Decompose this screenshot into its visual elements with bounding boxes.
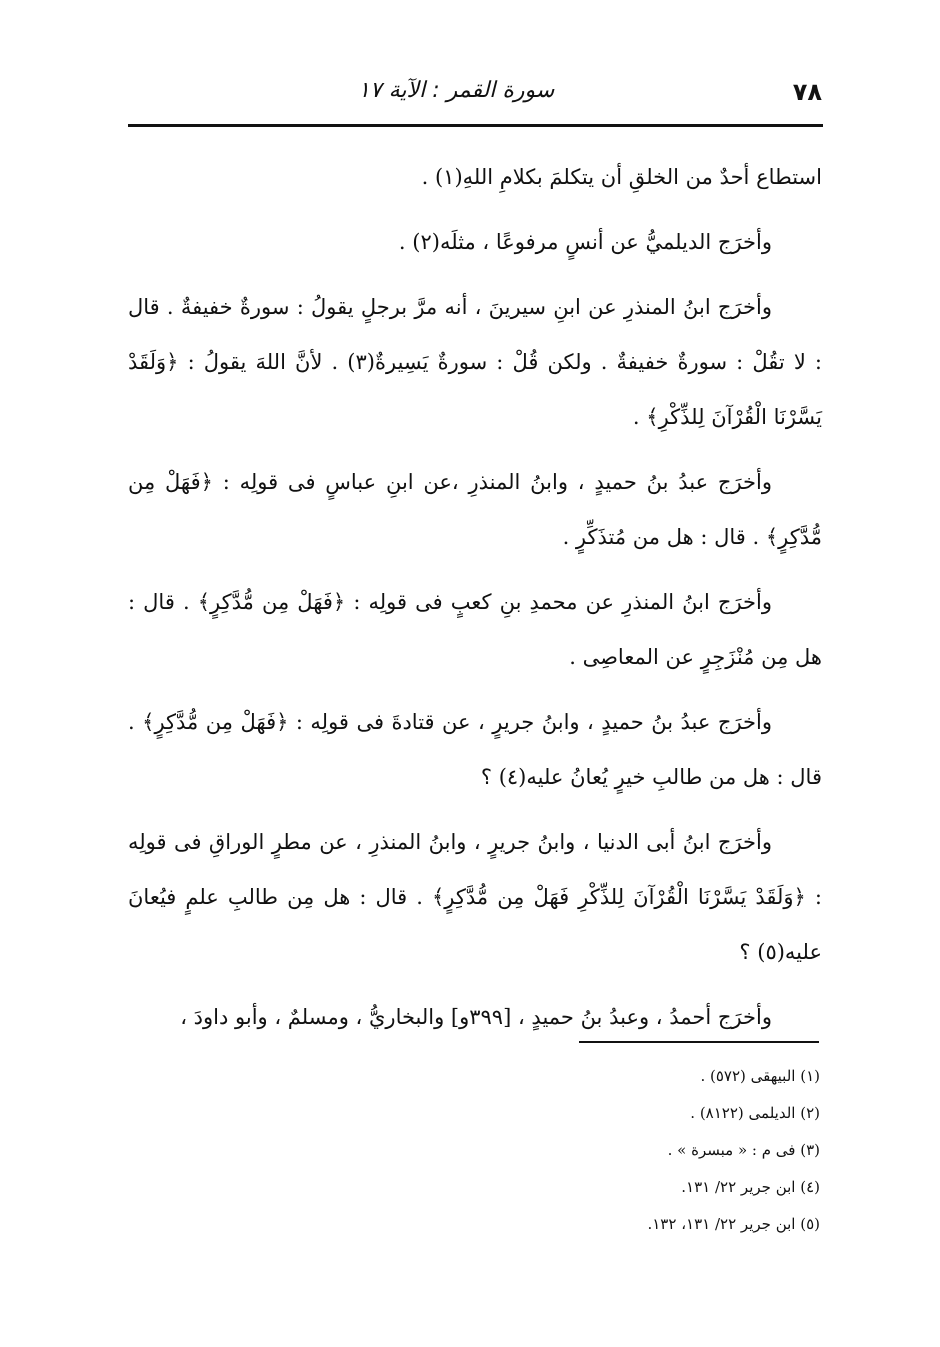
paragraph-3: وأخرَج ابنُ المنذرِ عن ابنِ سيرينَ ، أنه مرَّ برجلٍ يقولُ : سورةٌ خفيفةٌ . قال : لا تقُلْ : سورةٌ خفيفةٌ . ولكن قُلْ : سورةٌ يَسِيرةٌ(٣) . لأنَّ اللهَ يقولُ : ﴿وَلَقَدْ يَسَّرْنَا الْقُرْآنَ لِلذِّكْرِ﴾ . <box>128 295 822 429</box>
footnote-2: (٢) الديلمى (٨١٢٢) . <box>690 1104 820 1122</box>
footnote-3: (٣) فى م : « مبسرة » . <box>667 1141 820 1159</box>
paragraph-7: وأخرَج ابنُ أبى الدنيا ، وابنُ جريرٍ ، وابنُ المنذرِ ، عن مطرٍ الوراقِ فى قولِه : ﴿وَلَقَدْ يَسَّرْنَا الْقُرْآنَ لِلذِّكْرِ فَهَلْ مِن مُّدَّكِرٍ﴾ . قال : هل مِن طالبِ علمٍ فيُعانَ عليه(٥) ؟ <box>128 830 822 964</box>
running-title: سورة القمر : الآية ١٧ <box>358 78 555 103</box>
footnote-5: (٥) ابن جرير ٢٢/ ١٣١، ١٣٢. <box>647 1215 820 1233</box>
paragraph-8: وأخرَج أحمدُ ، وعبدُ بنُ حميدٍ ، [٣٩٩و] والبخاريُّ ، ومسلمٌ ، وأبو داودَ ، <box>180 1005 772 1029</box>
footnote-1: (١) البيهقى (٥٧٢) . <box>700 1067 820 1085</box>
paragraph-2: وأخرَج الديلميُّ عن أنسٍ مرفوعًا ، مثلَه(٢) . <box>398 230 772 254</box>
paragraph-5: وأخرَج ابنُ المنذرِ عن محمدِ بنِ كعبٍ فى قولِه : ﴿فَهَلْ مِن مُّدَّكِرٍ﴾ . قال : هل مِن مُنْزَجِرٍ عن المعاصِى . <box>128 590 822 669</box>
footnote-4: (٤) ابن جرير ٢٢/ ١٣١. <box>681 1178 820 1196</box>
header-rule <box>128 124 823 127</box>
paragraph-1: استطاع أحدٌ من الخلقِ أن يتكلمَ بكلامِ اللهِ(١) . <box>421 165 822 189</box>
paragraph-6: وأخرَج عبدُ بنُ حميدٍ ، وابنُ جريرٍ ، عن قتادةَ فى قولِه : ﴿فَهَلْ مِن مُّدَّكِرٍ﴾ . قال : هل من طالبِ خيرٍ يُعانُ عليه(٤) ؟ <box>128 710 822 789</box>
page-number: ٧٨ <box>792 78 822 106</box>
main-text <box>128 150 822 1055</box>
page-header <box>128 72 822 122</box>
footnote-rule <box>579 1041 819 1043</box>
footnotes <box>480 1058 820 1243</box>
paragraph-4: وأخرَج عبدُ بنُ حميدٍ ، وابنُ المنذرِ ،عن ابنِ عباسٍ فى قولِه : ﴿فَهَلْ مِن مُّدَّكِرٍ﴾ . قال : هل من مُتذَكِّرٍ . <box>128 470 822 549</box>
